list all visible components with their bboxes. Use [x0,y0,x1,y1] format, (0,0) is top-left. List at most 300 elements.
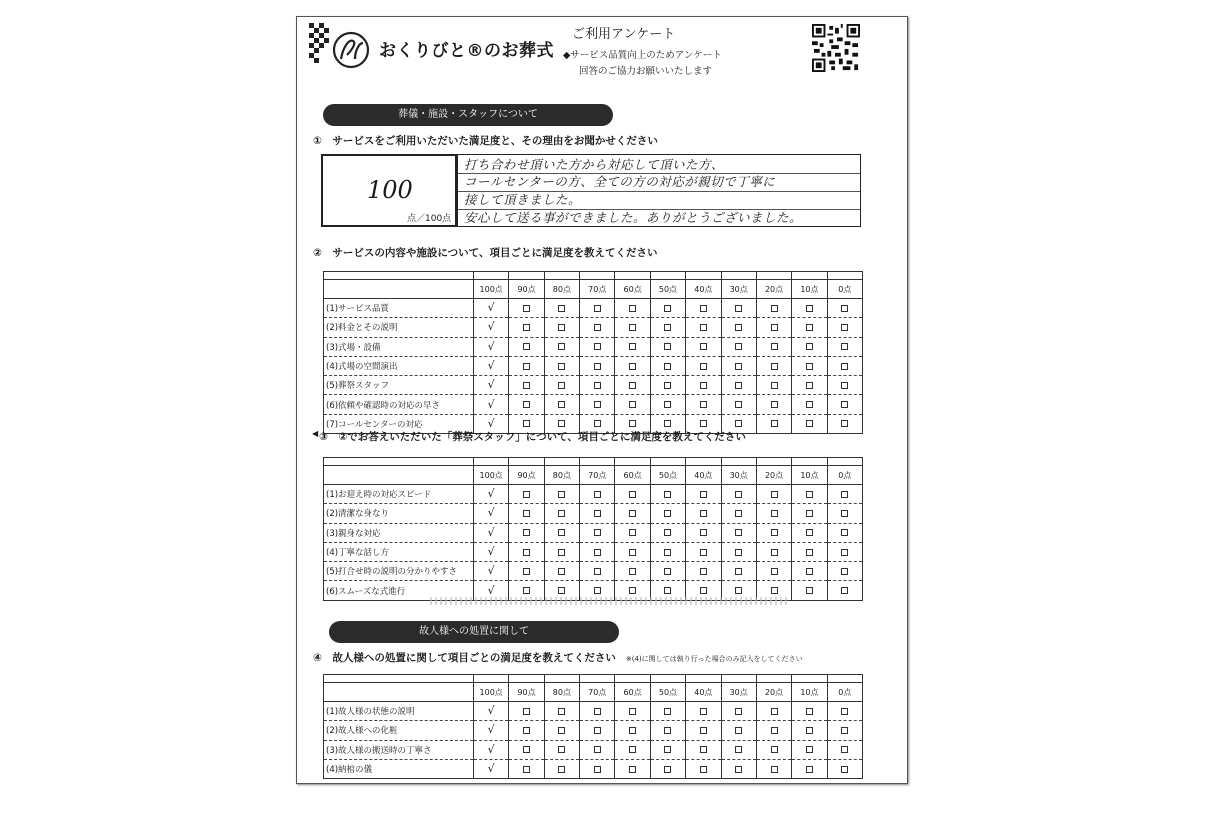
checkbox-icon [700,305,707,312]
checkbox[interactable] [650,337,685,356]
rating-row [324,562,863,581]
check-mark-icon: √ [487,487,495,501]
checked-box[interactable] [474,759,509,778]
checkbox-icon [771,587,778,594]
checked-box[interactable] [474,376,509,395]
checkbox-icon [700,766,707,773]
row-label: (3)親身な対応 [324,523,474,542]
checkbox[interactable] [615,356,650,375]
checkbox[interactable] [509,562,544,581]
checkbox[interactable] [756,740,791,759]
checkbox[interactable] [686,356,721,375]
checkbox[interactable] [650,523,685,542]
checkbox[interactable] [827,504,862,523]
checkbox[interactable] [827,740,862,759]
checkbox[interactable] [580,337,615,356]
checkbox[interactable] [580,504,615,523]
checkbox-icon [664,766,671,773]
checkbox[interactable] [792,740,827,759]
checkbox[interactable] [792,759,827,778]
checkbox-icon [664,324,671,331]
checkbox[interactable] [580,721,615,740]
checkbox[interactable] [792,542,827,561]
checkbox[interactable] [721,721,756,740]
checked-box[interactable] [474,523,509,542]
checkbox-icon [558,708,565,715]
checkbox[interactable] [580,485,615,504]
checkbox-icon [629,401,636,408]
checkbox[interactable] [721,542,756,561]
checkbox[interactable] [580,395,615,414]
checkbox-icon [841,708,848,715]
rating-row [324,542,863,561]
checkbox-icon [841,510,848,517]
checkbox[interactable] [650,759,685,778]
checkbox-icon [558,727,565,734]
check-mark-icon: √ [487,397,495,411]
checkbox[interactable] [650,702,685,721]
checkbox[interactable] [792,581,827,600]
checkbox-icon [700,529,707,536]
checkbox[interactable] [756,337,791,356]
checkbox[interactable] [509,485,544,504]
rating-row [324,485,863,504]
checkbox[interactable] [792,702,827,721]
checkbox[interactable] [756,395,791,414]
checkbox[interactable] [686,376,721,395]
checked-box[interactable] [474,356,509,375]
blank-cell [756,458,791,466]
check-mark-icon: √ [487,583,495,597]
checkbox[interactable] [544,485,579,504]
checkbox-icon [629,420,636,427]
checkbox[interactable] [544,759,579,778]
scale-header: 0点 [827,466,862,485]
checkbox[interactable] [544,299,579,318]
checkbox-icon [735,401,742,408]
checkbox[interactable] [686,542,721,561]
checkbox[interactable] [721,740,756,759]
blank-cell [324,458,474,466]
checkbox[interactable] [615,542,650,561]
checkbox[interactable] [650,721,685,740]
checkbox[interactable] [615,759,650,778]
q4-note: ※(4)に関しては執り行った場合のみ記入をしてください [625,655,803,663]
checkbox[interactable] [721,356,756,375]
checkbox[interactable] [615,395,650,414]
checkbox-icon [664,363,671,370]
checkbox[interactable] [580,702,615,721]
checkbox[interactable] [544,318,579,337]
rating-row [324,337,863,356]
checkbox-icon [664,708,671,715]
survey-subtitle: ◆サービス品質向上のためアンケート [563,50,722,61]
checkbox[interactable] [650,318,685,337]
header-blank [324,280,474,299]
checkbox[interactable] [580,376,615,395]
checkbox[interactable] [827,337,862,356]
checkbox[interactable] [721,376,756,395]
checkbox[interactable] [721,562,756,581]
checkbox-icon [700,510,707,517]
checkbox[interactable] [721,504,756,523]
checkbox[interactable] [686,504,721,523]
checkbox[interactable] [756,721,791,740]
checkbox[interactable] [792,504,827,523]
checkbox-icon [700,401,707,408]
checkbox[interactable] [615,376,650,395]
checkbox[interactable] [721,759,756,778]
checkbox-icon [629,727,636,734]
checkbox[interactable] [721,395,756,414]
checkbox[interactable] [792,356,827,375]
checkbox[interactable] [544,376,579,395]
checked-box[interactable] [474,740,509,759]
checkbox-icon [841,324,848,331]
checkbox[interactable] [686,395,721,414]
checkbox[interactable] [686,562,721,581]
checkbox[interactable] [615,562,650,581]
checkbox[interactable] [580,740,615,759]
checkbox[interactable] [756,759,791,778]
q3-rating-table [323,457,863,601]
checkbox[interactable] [509,740,544,759]
checkbox[interactable] [615,485,650,504]
checkbox-icon [806,491,813,498]
checkbox[interactable] [792,395,827,414]
checkbox-icon [523,746,530,753]
checkbox-icon [629,549,636,556]
row-label: (1)サービス品質 [324,299,474,318]
checkbox-icon [841,529,848,536]
checkbox[interactable] [792,318,827,337]
checkbox-icon [594,401,601,408]
scale-header: 70点 [580,280,615,299]
checkbox[interactable] [580,318,615,337]
scale-header: 60点 [615,280,650,299]
checkbox[interactable] [721,337,756,356]
rating-row [324,376,863,395]
scale-header: 90点 [509,683,544,702]
checkbox[interactable] [827,542,862,561]
survey-request: 回答のご協力お願いいたします [579,66,713,77]
scale-header: 10点 [792,280,827,299]
checkbox[interactable] [544,721,579,740]
checkbox[interactable] [792,299,827,318]
checkbox[interactable] [756,523,791,542]
checkbox-icon [841,746,848,753]
checkbox[interactable] [827,581,862,600]
blank-cell [544,272,579,280]
checkbox[interactable] [827,702,862,721]
checkbox[interactable] [509,702,544,721]
checkbox[interactable] [686,337,721,356]
checkbox[interactable] [721,485,756,504]
checkbox-icon [841,382,848,389]
checkbox[interactable] [827,318,862,337]
checkbox[interactable] [721,523,756,542]
checkbox-icon [629,382,636,389]
checkbox[interactable] [615,318,650,337]
blank-cell [686,272,721,280]
checkbox-icon [664,491,671,498]
checkbox[interactable] [615,504,650,523]
check-mark-icon: √ [487,339,495,353]
blank-cell [509,272,544,280]
scale-header: 10点 [792,466,827,485]
checked-box[interactable] [474,542,509,561]
checkbox[interactable] [650,299,685,318]
checkbox[interactable] [580,542,615,561]
checked-box[interactable] [474,395,509,414]
checkbox-icon [664,727,671,734]
blank-cell [756,272,791,280]
checkbox[interactable] [721,299,756,318]
checkbox[interactable] [650,485,685,504]
checkbox-icon [806,305,813,312]
checkbox[interactable] [827,414,862,433]
checkbox[interactable] [827,721,862,740]
checkbox[interactable] [756,356,791,375]
checkbox[interactable] [827,395,862,414]
scale-header: 100点 [474,466,509,485]
q2-rating-table [323,271,863,434]
checkbox[interactable] [686,318,721,337]
row-label: (4)納棺の儀 [324,759,474,778]
checkbox[interactable] [580,562,615,581]
checkbox-icon [594,382,601,389]
checkbox[interactable] [792,485,827,504]
checkbox[interactable] [615,523,650,542]
checkbox[interactable] [686,523,721,542]
checkbox-icon [523,420,530,427]
checkbox[interactable] [756,702,791,721]
checkbox[interactable] [650,395,685,414]
checkbox[interactable] [509,337,544,356]
checkbox-icon [735,510,742,517]
checkbox[interactable] [509,318,544,337]
checkbox[interactable] [756,376,791,395]
checkbox[interactable] [509,395,544,414]
checkbox[interactable] [756,562,791,581]
checkbox[interactable] [509,721,544,740]
checkbox[interactable] [686,740,721,759]
checkbox-icon [523,529,530,536]
checkbox-icon [806,343,813,350]
checked-box[interactable] [474,562,509,581]
checkbox-icon [594,420,601,427]
check-mark-icon: √ [487,301,495,315]
scale-header: 40点 [686,466,721,485]
section-header-deceased: 故人様への処置に関して [329,621,619,643]
checkbox[interactable] [509,356,544,375]
blank-cell [827,675,862,683]
checkbox[interactable] [580,523,615,542]
checkbox-icon [735,529,742,536]
reason-line: 安心して送る事ができました。ありがとうございました。 [464,210,803,225]
blank-cell [650,272,685,280]
checkbox[interactable] [615,299,650,318]
checkbox-icon [523,766,530,773]
blank-cell [615,458,650,466]
checkbox[interactable] [544,542,579,561]
checkbox[interactable] [792,337,827,356]
checkbox[interactable] [827,759,862,778]
rating-row [324,318,863,337]
reason-line: 打ち合わせ頂いた方から対応して頂いた方、 [464,157,725,172]
checkbox-icon [523,305,530,312]
checkbox[interactable] [615,337,650,356]
checkbox[interactable] [544,356,579,375]
checkbox[interactable] [509,299,544,318]
checkbox[interactable] [615,721,650,740]
checkbox[interactable] [544,702,579,721]
checked-box[interactable] [474,504,509,523]
checkbox[interactable] [756,414,791,433]
checkbox-icon [771,727,778,734]
checkbox[interactable] [544,395,579,414]
check-mark-icon: √ [487,545,495,559]
checkbox[interactable] [615,702,650,721]
checkbox-icon [594,529,601,536]
checkbox[interactable] [792,523,827,542]
row-label: (2)清潔な身なり [324,504,474,523]
checked-box[interactable] [474,299,509,318]
checkbox-icon [523,382,530,389]
checkbox[interactable] [827,376,862,395]
scale-header: 60点 [615,466,650,485]
checkbox[interactable] [686,702,721,721]
checkbox-icon [806,587,813,594]
checkbox[interactable] [509,376,544,395]
checkbox[interactable] [756,318,791,337]
checkbox-icon [735,708,742,715]
q4-title [313,650,803,665]
row-label: (4)丁寧な話し方 [324,542,474,561]
checkbox[interactable] [509,542,544,561]
blank-cell [324,272,474,280]
checkbox[interactable] [827,299,862,318]
checkbox-icon [700,363,707,370]
score-unit: 点／100点 [407,214,452,224]
check-mark-icon: √ [487,742,495,756]
scale-header: 60点 [615,683,650,702]
checkbox[interactable] [827,523,862,542]
checkbox[interactable] [756,485,791,504]
checkbox[interactable] [580,759,615,778]
checkbox[interactable] [756,542,791,561]
checkbox[interactable] [792,376,827,395]
checked-box[interactable] [474,721,509,740]
checkbox[interactable] [756,299,791,318]
checkbox[interactable] [792,562,827,581]
checkbox[interactable] [792,721,827,740]
blank-cell [509,675,544,683]
checkbox[interactable] [721,702,756,721]
checkbox[interactable] [615,740,650,759]
checkbox[interactable] [686,721,721,740]
blank-cell [721,272,756,280]
checkbox-icon [523,568,530,575]
checkbox-icon [558,343,565,350]
blank-cell [792,458,827,466]
checkbox[interactable] [650,542,685,561]
checkbox[interactable] [650,504,685,523]
row-label: (6)依頼や確認時の対応の早さ [324,395,474,414]
checkbox[interactable] [650,562,685,581]
checkbox[interactable] [650,740,685,759]
check-mark-icon: √ [487,704,495,718]
checked-box[interactable] [474,318,509,337]
checkbox[interactable] [580,356,615,375]
checkbox[interactable] [544,337,579,356]
blank-cell [792,675,827,683]
blank-cell [474,272,509,280]
check-mark-icon: √ [487,762,495,776]
okuribito-logo-icon [327,29,375,71]
checkbox-icon [664,746,671,753]
check-mark-icon: √ [487,416,495,430]
checkbox[interactable] [580,299,615,318]
checkbox[interactable] [827,356,862,375]
blank-cell [509,458,544,466]
checked-box[interactable] [474,485,509,504]
checkbox-icon [771,529,778,536]
checked-box[interactable] [474,337,509,356]
checkbox[interactable] [544,504,579,523]
checkbox-icon [735,382,742,389]
checkbox[interactable] [686,485,721,504]
scale-header: 30点 [721,683,756,702]
checkbox-icon [594,343,601,350]
checkbox[interactable] [650,376,685,395]
checkbox[interactable] [650,356,685,375]
checkbox-icon [558,587,565,594]
checkbox-icon [523,324,530,331]
checkbox[interactable] [756,504,791,523]
checkbox-icon [594,305,601,312]
blank-cell [474,458,509,466]
checkbox[interactable] [686,299,721,318]
checkbox-icon [841,305,848,312]
checkbox-icon [771,568,778,575]
checkbox-icon [594,568,601,575]
checkbox[interactable] [827,485,862,504]
checkbox-icon [629,746,636,753]
checkbox[interactable] [509,504,544,523]
checkbox[interactable] [686,759,721,778]
checkbox-icon [841,549,848,556]
checked-box[interactable] [474,702,509,721]
checkbox[interactable] [509,523,544,542]
reason-line: 接して頂きました。 [464,192,582,207]
checkbox[interactable] [544,523,579,542]
blank-cell [580,272,615,280]
checkbox[interactable] [544,562,579,581]
checkbox[interactable] [721,318,756,337]
reason-line: コールセンターの方、全ての方の対応が親切で丁寧に [464,174,776,189]
checkbox[interactable] [792,414,827,433]
scale-header: 30点 [721,280,756,299]
blank-cell [756,675,791,683]
checkbox[interactable] [509,759,544,778]
checkbox[interactable] [544,740,579,759]
scale-header: 100点 [474,280,509,299]
scale-header: 40点 [686,280,721,299]
blank-cell [474,675,509,683]
checkbox-icon [594,766,601,773]
checkbox[interactable] [827,562,862,581]
